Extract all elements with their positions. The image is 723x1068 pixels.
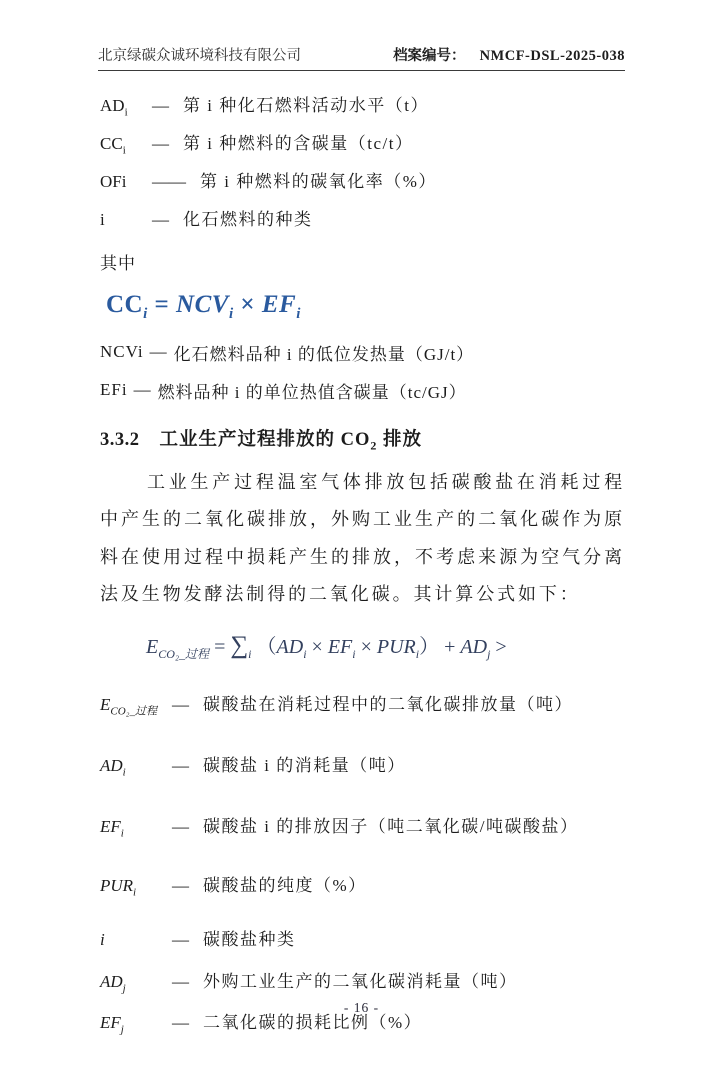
definition-desc: 化石燃料的种类 [183,210,313,229]
definition-dash: — [149,342,168,361]
definition-row [100,167,625,205]
definition-desc: 碳酸盐种类 [203,930,296,950]
definition-desc: 碳酸盐 i 的消耗量（吨） [203,756,406,776]
page-number: - 16 - [343,1000,380,1015]
definition-term: $PUR_i$ [100,875,137,899]
definition-term: EFi [100,380,128,399]
fuel-definition-list [100,91,625,243]
sum-symbol: ∑ [230,631,249,659]
definition-row [100,871,625,907]
definition-desc: 燃料品种 i 的单位热值含碳量（tc/GJ） [157,382,467,402]
archive-number-block [393,44,625,65]
definition-row [100,967,625,1003]
definition-term: $AD_j$ [100,971,126,995]
definition-row [100,205,625,243]
definition-term: NCVi [100,342,144,361]
company-name: 北京绿碳众诚环境科技有限公司 [98,48,301,64]
section-heading [100,425,625,454]
definition-dash: —— [152,172,186,191]
definition-term: $E_{CO_2\_过程}$ [100,694,157,718]
definition-dash: — [172,1013,189,1033]
definition-desc: 二氧化碳的损耗比例（%） [203,1013,423,1033]
definition-dash: — [172,971,189,991]
definition-dash: — [172,875,189,895]
definition-row [100,690,625,726]
definition-term: $AD_i$ [100,756,126,779]
definition-row [100,371,625,409]
definition-term: i [100,210,105,229]
formula-carbon-content: $CC_i = NCV_i \times EF_i$ [106,291,301,322]
definition-dash: — [152,210,169,229]
definition-row [100,812,625,848]
definition-desc: 外购工业生产的二氧化碳消耗量（吨） [203,971,518,991]
archive-number: NMCF-DSL-2025-038 [479,48,625,64]
document-page [0,44,723,1068]
definition-dash: — [133,380,152,399]
among-label: 其中 [100,253,136,273]
section-number: 3.3.2 [100,430,140,450]
page-body [100,91,625,1044]
definition-term: $AD_i$ [100,96,128,119]
definition-dash: — [172,930,189,950]
definition-desc: 第 i 种燃料的含碳量（tc/t） [183,134,414,153]
definition-desc: 碳酸盐 i 的排放因子（吨二氧化碳/吨碳酸盐） [203,817,579,837]
archive-label: 档案编号： [393,48,466,64]
definition-term: OFi [100,172,127,191]
definition-row [100,129,625,167]
section-title: 工业生产过程排放的 $CO_2$ 排放 [159,430,423,453]
formula-process-emission: $E_{CO_2\_过程} = \sum_i$ $(AD_i \times EF_i \times PUR_i) + AD_j$ > [146,631,507,661]
definition-dash: — [172,756,189,776]
body-paragraph: 工业生产过程温室气体排放包括碳酸盐在消耗过程中产生的二氧化碳排放，外购工业生产的二氧化碳作为原料在使用过程中损耗产生的排放，不考虑来源为空气分离法及生物发酵法制得的二氧化碳。其计算公式如下： [100,471,625,605]
process-definition-list [100,690,625,1045]
definition-row [100,91,625,129]
definition-dash: — [172,694,189,714]
page-header [98,44,625,71]
definition-desc: 碳酸盐在消耗过程中的二氧化碳排放量（吨） [203,694,573,714]
definition-dash: — [152,96,169,115]
definition-desc: 碳酸盐的纯度（%） [203,875,367,895]
definition-desc: 第 i 种燃料的碳氧化率（%） [200,172,437,191]
definition-dash: — [152,134,169,153]
definition-desc: 化石燃料品种 i 的低位发热量（GJ/t） [173,344,475,364]
definition-term: i [100,930,105,950]
definition-row [100,925,625,961]
definition-term: $EF_j$ [100,1013,124,1036]
definition-row [100,333,625,371]
definition-term: $EF_i$ [100,817,124,840]
ncv-definition-list [100,333,625,409]
definition-row [100,751,625,787]
definition-term: $CC_i$ [100,134,126,157]
definition-desc: 第 i 种化石燃料活动水平（t） [183,96,429,115]
definition-dash: — [172,817,189,837]
